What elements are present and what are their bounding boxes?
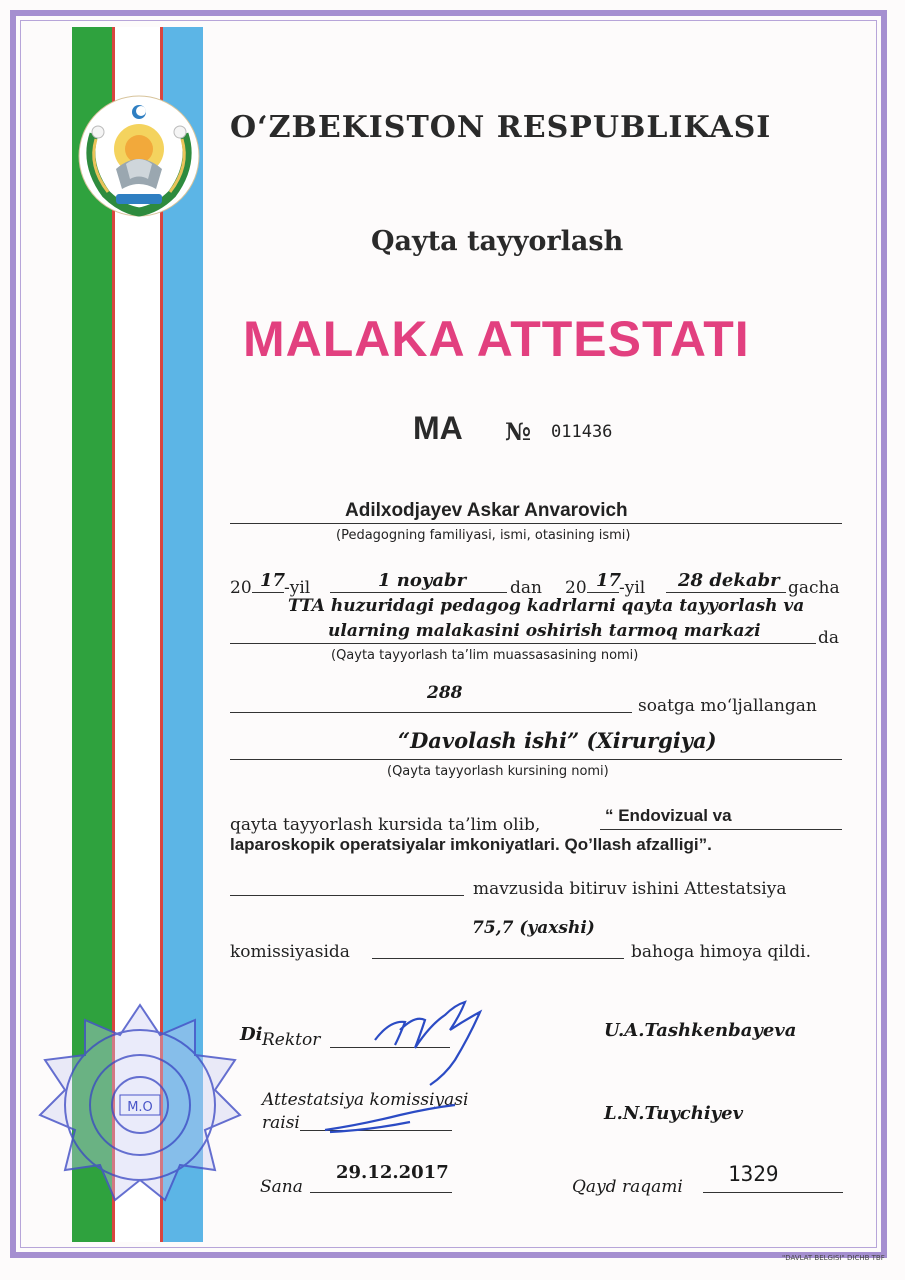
state-emblem-icon (76, 94, 202, 219)
hours-text: soatga mo‘ljallangan (638, 696, 817, 716)
topic-blank-line (230, 895, 464, 896)
name-underline (230, 523, 842, 524)
period-yil-label-2: -yil (619, 578, 646, 598)
institution-line-1: TTA huzuridagi pedagog kadrlarni qayta tayyorlash va (288, 596, 805, 616)
printer-mark: "DAVLAT BELGISI" DICHB TBF (782, 1254, 885, 1262)
course-underline (230, 759, 842, 760)
thesis-intro: qayta tayyorlash kursida ta’lim olib, (230, 815, 541, 835)
date-value: 29.12.2017 (336, 1162, 449, 1183)
country-heading: O‘ZBEKISTON RESPUBLIKASI (230, 110, 772, 145)
thesis-line-1 (600, 829, 842, 830)
number-sign: № (505, 417, 532, 446)
chair-name: L.N.Tuychiyev (604, 1103, 744, 1124)
name-caption: (Pedagogning familiyasi, ismi, otasining ismi) (336, 528, 631, 543)
period-dan-label: dan (510, 578, 542, 598)
period-start-year: 17 (260, 570, 286, 591)
start-date-line (330, 592, 507, 593)
rector-signature-icon (370, 990, 510, 1090)
course-caption: (Qayta tayyorlash kursining nomi) (387, 764, 609, 779)
hours-underline (230, 712, 632, 713)
chair-label-line-1: Attestatsiya komissiyasi (262, 1090, 469, 1110)
certificate-number: 011436 (551, 422, 613, 442)
thesis-topic-line-2: laparoskopik operatsiyalar imkoniyatlari. Qo’llash afzalligi”. (230, 835, 712, 854)
period-prefix-2: 20 (565, 578, 587, 598)
chair-signature-icon (320, 1100, 460, 1140)
date-label: Sana (260, 1177, 303, 1197)
rector-di-mark: Di (240, 1024, 263, 1045)
period-gacha-label: gacha (788, 578, 840, 598)
end-year-line (587, 592, 619, 593)
thesis-topic-line-1: “ Endovizual va (605, 806, 732, 825)
chair-label-line-2: raisi (262, 1113, 300, 1133)
stamp-center-text: M.O (127, 1100, 153, 1115)
defense-baho-text: bahoga himoya qildi. (631, 942, 811, 962)
certificate-subtitle: Qayta tayyorlash (371, 226, 624, 257)
official-stamp-icon (35, 1000, 245, 1210)
person-name: Adilxodjayev Askar Anvarovich (345, 500, 628, 521)
end-date-line (666, 592, 786, 593)
period-yil-label: -yil (284, 578, 311, 598)
rector-label: Rektor (262, 1030, 321, 1050)
registration-number: 1329 (728, 1162, 779, 1186)
hours-value: 288 (427, 683, 463, 703)
registration-label: Qayd raqami (572, 1177, 683, 1197)
period-end-year: 17 (596, 570, 622, 591)
institution-underline (230, 643, 816, 644)
institution-da-label: da (818, 628, 840, 648)
certificate-title: MALAKA ATTESTATI (243, 311, 750, 367)
registration-underline (703, 1192, 843, 1193)
grade-underline (372, 958, 624, 959)
course-name: “Davolash ishi” (Xirurgiya) (398, 728, 717, 753)
start-year-line (252, 592, 284, 593)
series-code: MA (413, 410, 463, 446)
date-underline (310, 1192, 452, 1193)
defense-grade: 75,7 (yaxshi) (472, 918, 595, 938)
defense-komissiya-text: komissiyasida (230, 942, 350, 962)
institution-caption: (Qayta tayyorlash ta’lim muassasasining nomi) (331, 648, 639, 663)
defense-mavzu-text: mavzusida bitiruv ishini Attestatsiya (473, 879, 787, 899)
rector-name: U.A.Tashkenbayeva (604, 1020, 797, 1041)
period-prefix: 20 (230, 578, 252, 598)
institution-line-2: ularning malakasini oshirish tarmoq markazi (328, 621, 761, 641)
period-end-date: 28 dekabr (678, 570, 780, 591)
period-start-date: 1 noyabr (378, 570, 467, 591)
